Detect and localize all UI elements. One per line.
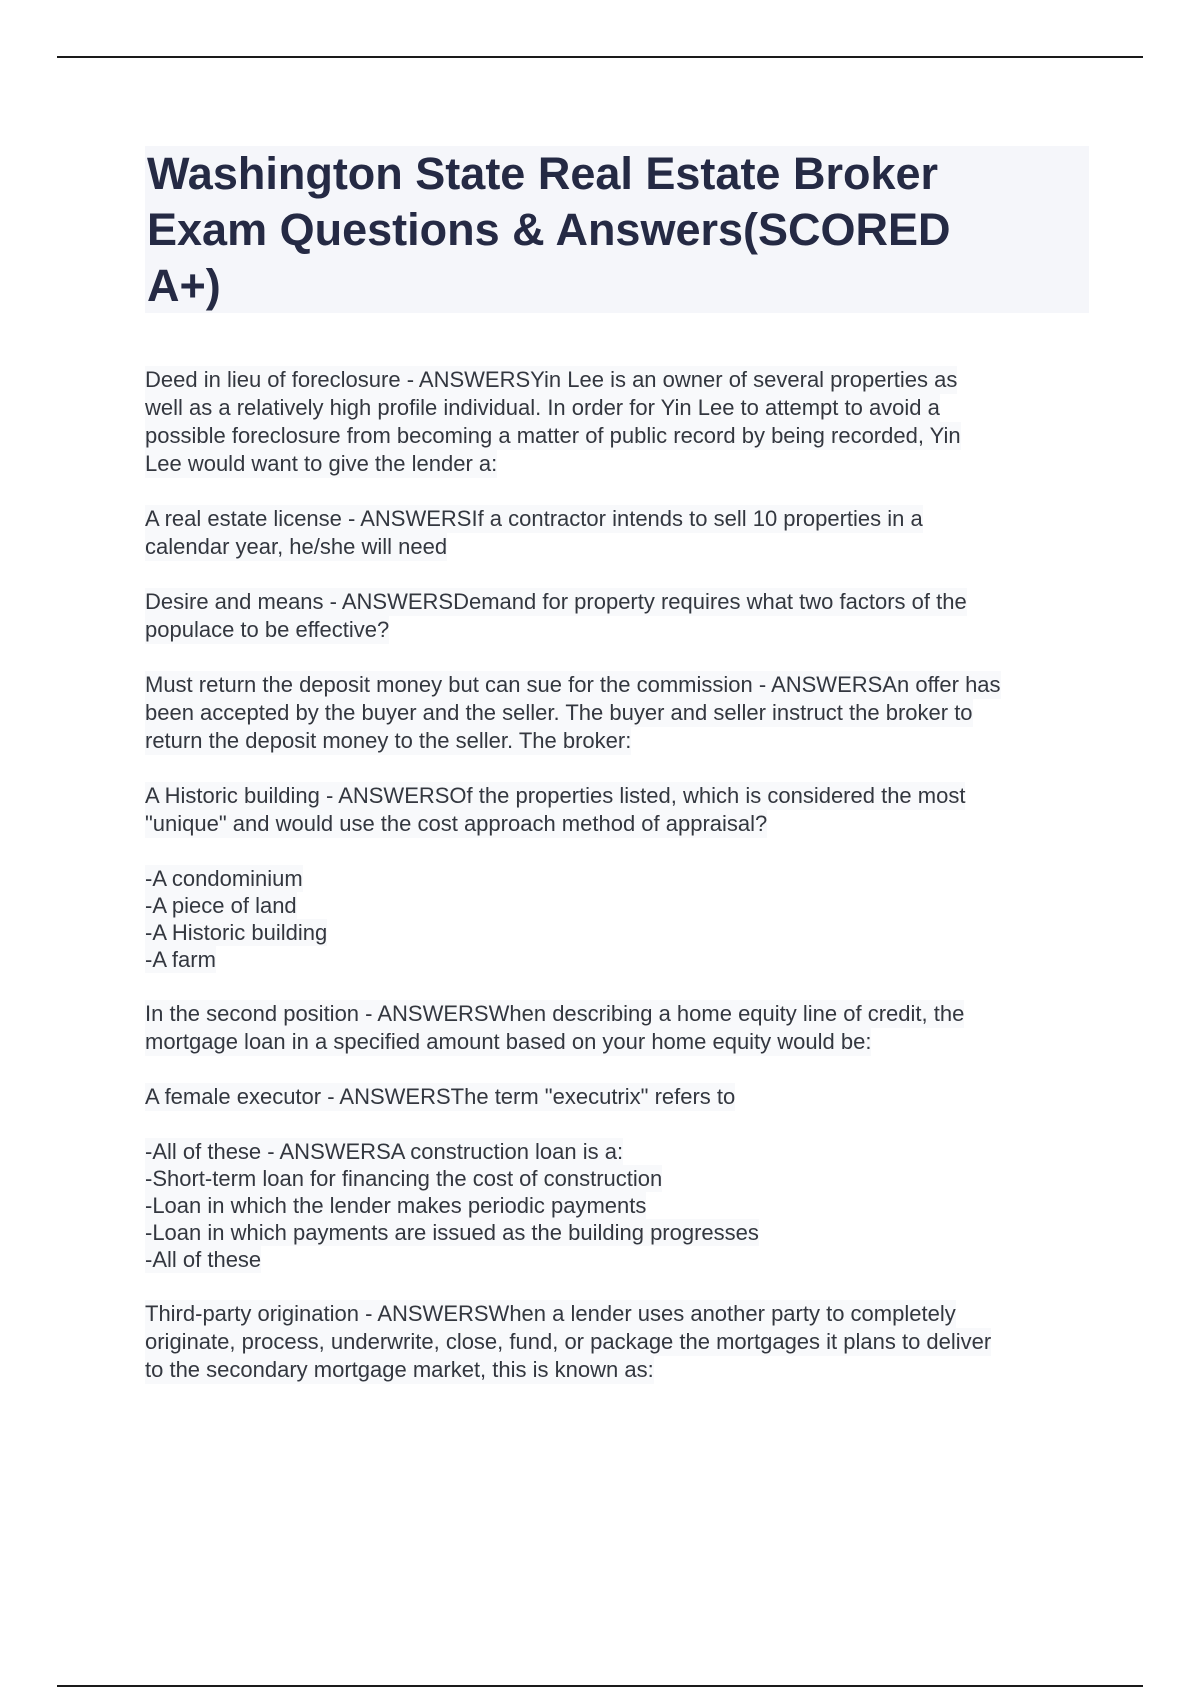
text-line: Lee would want to give the lender a:: [145, 451, 498, 476]
text-line: A female executor - ANSWERSThe term "executrix" refers to: [145, 1084, 736, 1109]
choice-item: -A piece of land: [145, 893, 297, 918]
text-line: possible foreclosure from becoming a matter of public record by being recorded, Yin: [145, 423, 961, 448]
text-line: Third-party origination - ANSWERSWhen a lender uses another party to completely: [145, 1301, 956, 1326]
text-line: originate, process, underwrite, close, fund, or package the mortgages it plans to deliver: [145, 1329, 992, 1354]
choice-item: -Loan in which payments are issued as the building progresses: [145, 1220, 759, 1245]
qa-item: [145, 1300, 1095, 1384]
qa-item: [145, 505, 1095, 561]
document-title: [145, 146, 1089, 314]
qa-item: [145, 588, 1095, 644]
text-line: A Historic building - ANSWERSOf the properties listed, which is considered the most: [145, 783, 966, 808]
text-line: been accepted by the buyer and the seller. The buyer and seller instruct the broker to: [145, 700, 973, 725]
text-line: Must return the deposit money but can sue for the commission - ANSWERSAn offer has: [145, 672, 1001, 697]
choice-list: [145, 1138, 1095, 1273]
text-line: populace to be effective?: [145, 617, 390, 642]
text-line: Desire and means - ANSWERSDemand for property requires what two factors of the: [145, 589, 967, 614]
choice-item: -A Historic building: [145, 920, 328, 945]
header-rule: [57, 56, 1143, 58]
choice-item: -Loan in which the lender makes periodic payments: [145, 1193, 647, 1218]
text-line: "unique" and would use the cost approach method of appraisal?: [145, 811, 768, 836]
text-line: Deed in lieu of foreclosure - ANSWERSYin Lee is an owner of several properties as: [145, 367, 958, 392]
text-line: return the deposit money to the seller. The broker:: [145, 728, 632, 753]
choice-item: -A condominium: [145, 866, 303, 891]
title-line: Exam Questions & Answers(SCORED: [147, 204, 951, 255]
text-line: calendar year, he/she will need: [145, 534, 448, 559]
choice-item: -A farm: [145, 947, 216, 972]
qa-item: [145, 1000, 1095, 1056]
qa-item: [145, 1083, 1095, 1111]
title-line: Washington State Real Estate Broker: [147, 148, 939, 199]
choice-item: -Short-term loan for financing the cost of construction: [145, 1166, 663, 1191]
choice-list: [145, 865, 1095, 973]
text-line: A real estate license - ANSWERSIf a contractor intends to sell 10 properties in a: [145, 506, 923, 531]
qa-item: [145, 366, 1095, 478]
title-block: [145, 146, 1089, 313]
text-line: to the secondary mortgage market, this is known as:: [145, 1357, 654, 1382]
footer-rule: [57, 1685, 1143, 1687]
qa-item: [145, 782, 1095, 838]
text-line: well as a relatively high profile individual. In order for Yin Lee to attempt to avoid a: [145, 395, 940, 420]
choice-item: -All of these - ANSWERSA construction loan is a:: [145, 1139, 624, 1164]
qa-item: [145, 671, 1095, 755]
text-line: In the second position - ANSWERSWhen describing a home equity line of credit, the: [145, 1001, 965, 1026]
title-line: A+): [147, 260, 221, 311]
document-body: [145, 366, 1095, 1411]
choice-item: -All of these: [145, 1247, 262, 1272]
text-line: mortgage loan in a specified amount based on your home equity would be:: [145, 1029, 872, 1054]
